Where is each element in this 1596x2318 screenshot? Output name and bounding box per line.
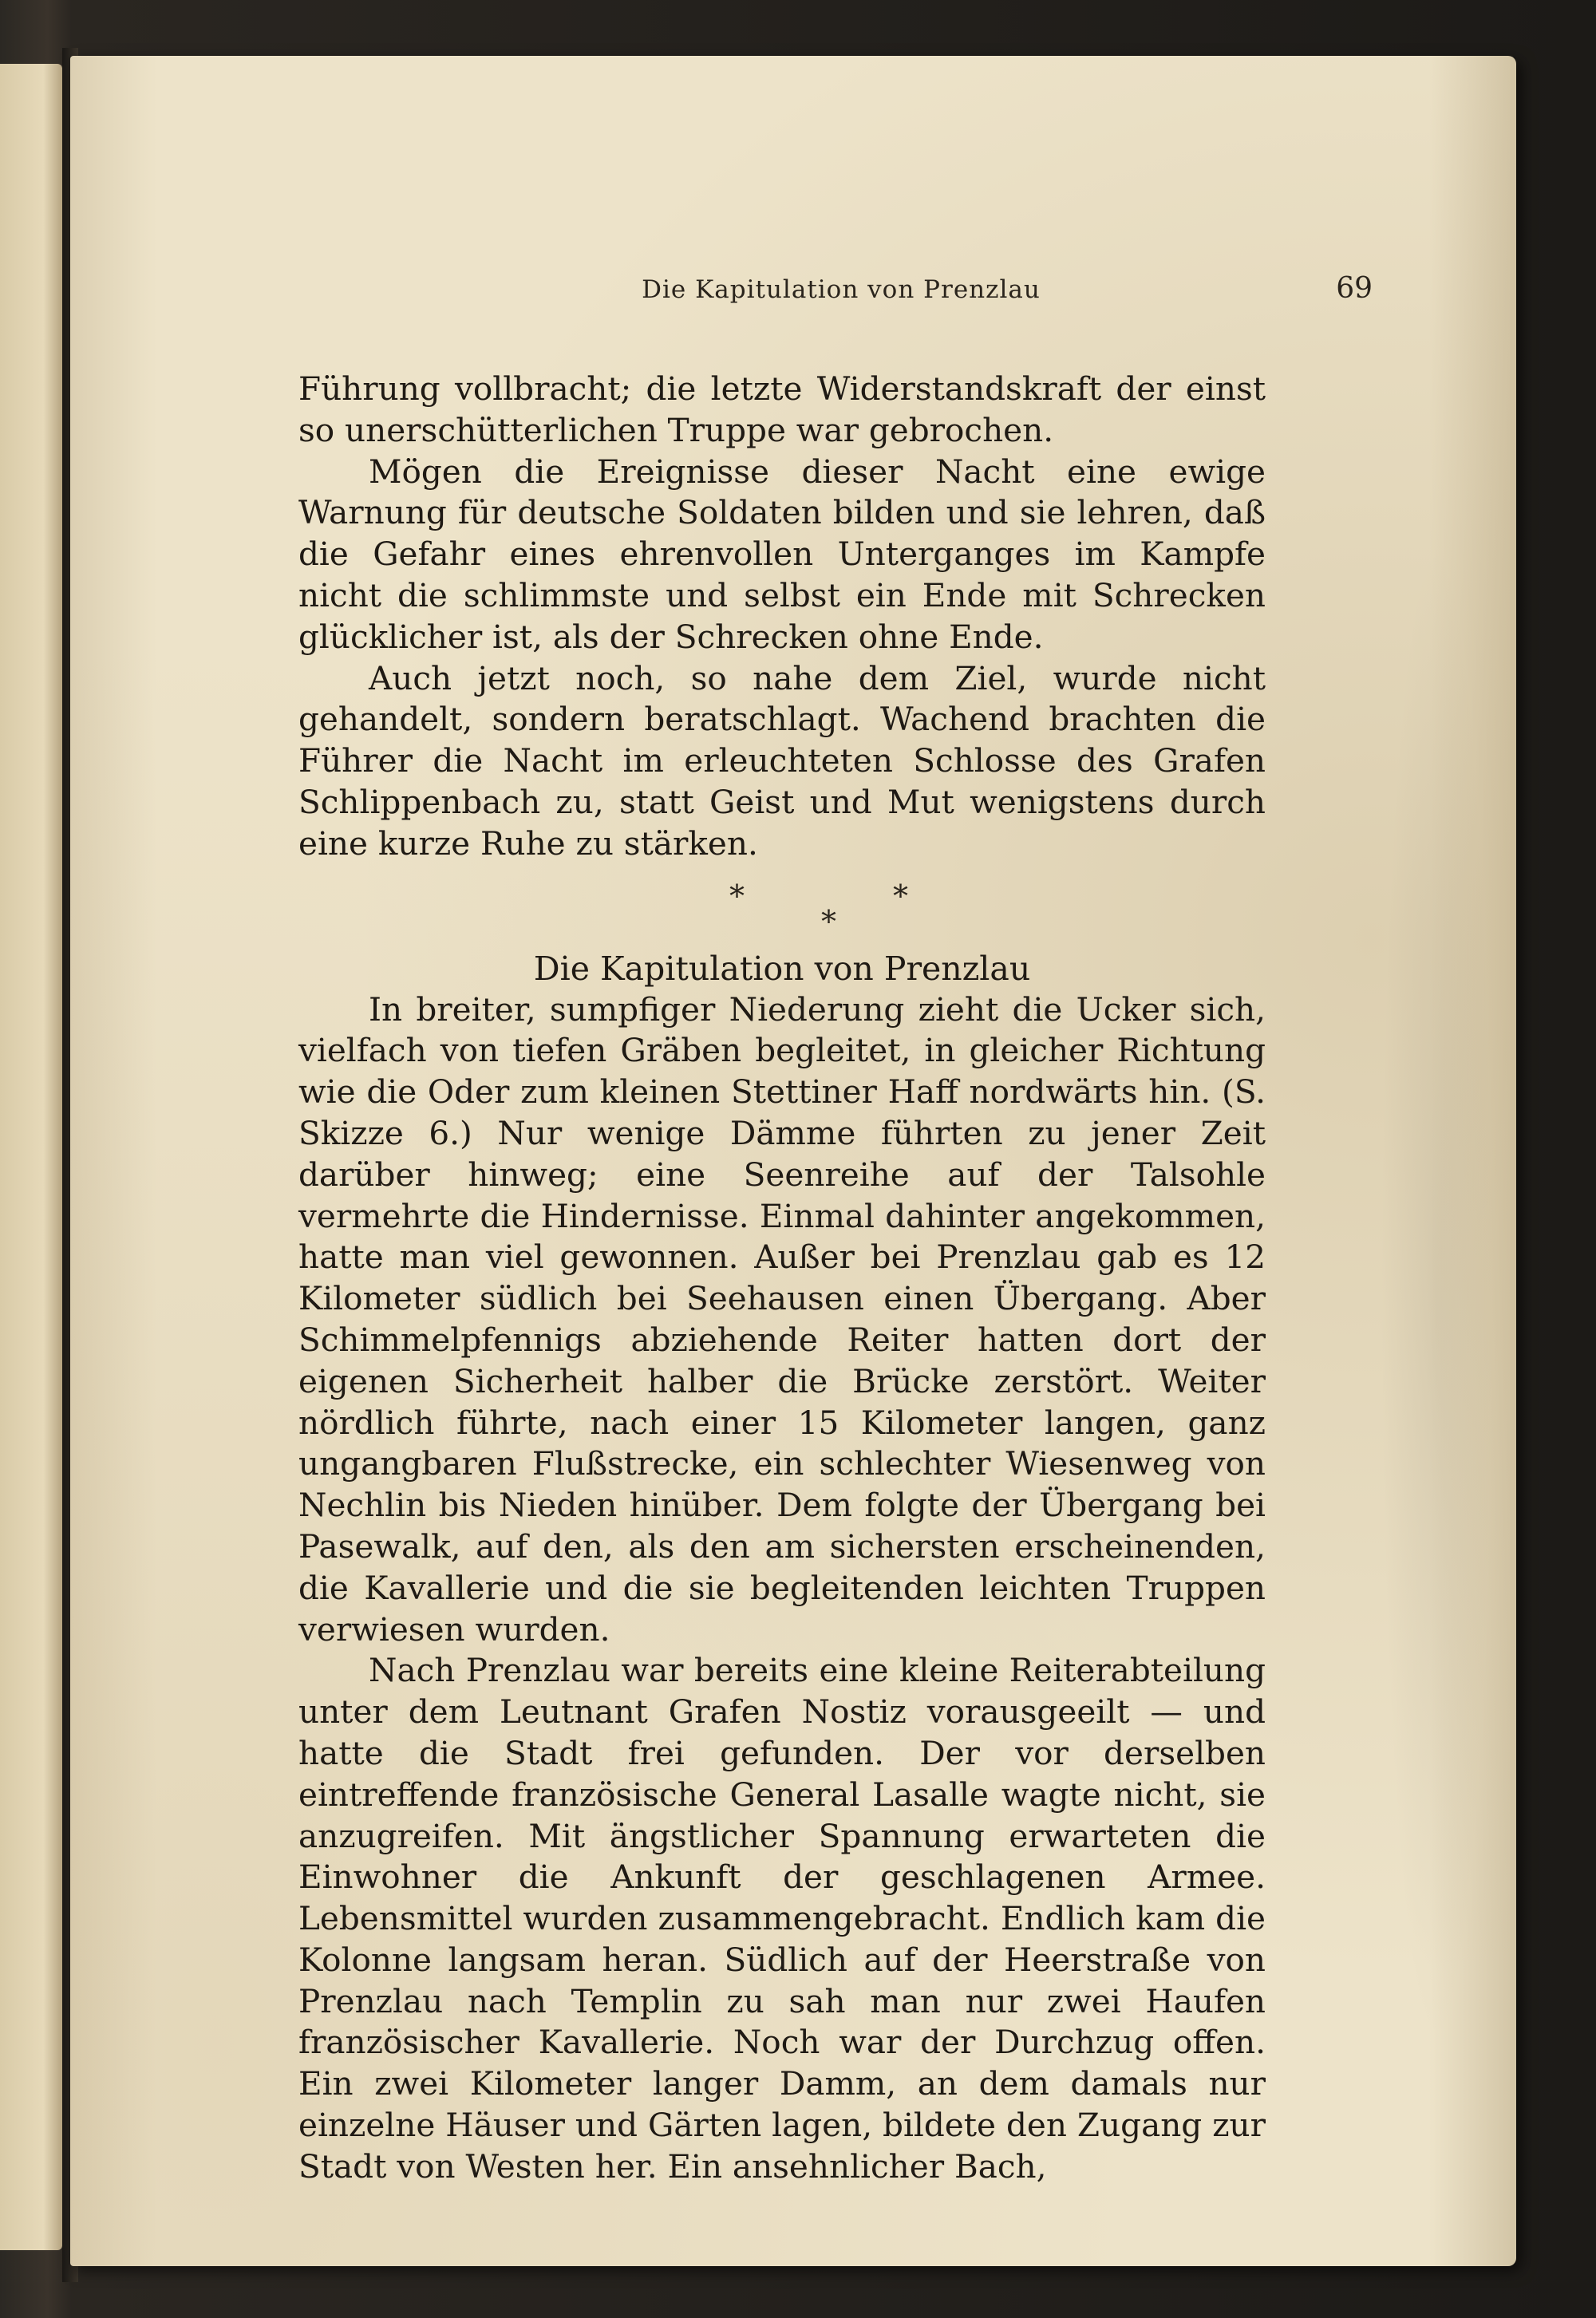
paragraph: Mögen die Ereignisse dieser Nacht eine ewige Warnung für deutsche Soldaten bilden und sie lehren, daß die Gefahr eines ehrenvollen Unterganges im Kampfe nicht die schlimmste und selbst ein Ende mit Schrecken glücklicher ist, als der Schrecken ohne Ende. [298,452,1266,656]
asterisk: * [729,878,745,914]
book-page [70,56,1516,2266]
running-head: Die Kapitulation von Prenzlau [642,275,1041,304]
page-header [70,272,1516,315]
section-title: Die Kapitulation von Prenzlau [533,949,1031,988]
paragraph: In breiter, sumpfiger Niederung zieht die Ucker sich, vielfach von tiefen Gräben begleitet, in gleicher Richtung wie die Oder zum kleinen Stettiner Haff nordwärts hin. (S. Skizze 6.) Nur wenige Dämme führten zu jener Zeit darüber hinweg; eine Seenreihe auf der Talsohle vermehrte die Hindernisse. Einmal dahinter angekommen, hatte man viel gewonnen. Außer bei Prenzlau gab es 12 Kilometer südlich bei Seehausen einen Übergang. Aber Schimmelpfennigs abziehende Reiter hatten dort der eigenen Sicherheit halber die Brücke zerstört. Weiter nördlich führte, nach einer 15 Kilometer langen, ganz ungangbaren Flußstrecke, ein schlechter Wiesenweg von Nechlin bis Nieden hinüber. Dem folgte der Übergang bei Pasewalk, auf den, als den am sichersten erscheinenden, die Kavallerie und die sie begleitenden leichten Truppen verwiesen wurden. [298,989,1266,1649]
section-separator [298,865,1266,948]
paragraph: Führung vollbracht; die letzte Widerstandskraft der einst so unerschütterlichen Truppe war gebrochen. [298,369,1266,449]
asterisk: * [821,903,836,939]
body-text [298,369,1266,2188]
paragraph: Nach Prenzlau war bereits eine kleine Reiterabteilung unter dem Leutnant Grafen Nostiz vorausgeeilt — und hatte die Stadt frei gefunden. Der vor derselben eintreffende französische General Lasalle wagte nicht, sie anzugreifen. Mit ängstlicher Spannung erwarteten die Einwohner die Ankunft der geschlagenen Armee. Lebensmittel wurden zusammengebracht. Endlich kam die Kolonne langsam heran. Südlich auf der Heerstraße von Prenzlau nach Templin zu sah man nur zwei Haufen französischer Kavallerie. Noch war der Durchzug offen. Ein zwei Kilometer langer Damm, an dem damals nur einzelne Häuser und Gärten lagen, bildete den Zugang zur Stadt von Westen her. Ein ansehnlicher Bach, [298,1651,1266,2186]
page-stain [1381,535,1492,2051]
paragraph: Auch jetzt noch, so nahe dem Ziel, wurde nicht gehandelt, sondern beratschlagt. Wachend brachten die Führer die Nacht im erleuchteten Schlosse des Grafen Schlippenbach zu, statt Geist und Mut wenigstens durch eine kurze Ruhe zu stärken. [298,658,1266,863]
asterisk: * [893,878,908,914]
page-number: 69 [1336,272,1373,305]
facing-page-edge [0,64,62,2250]
